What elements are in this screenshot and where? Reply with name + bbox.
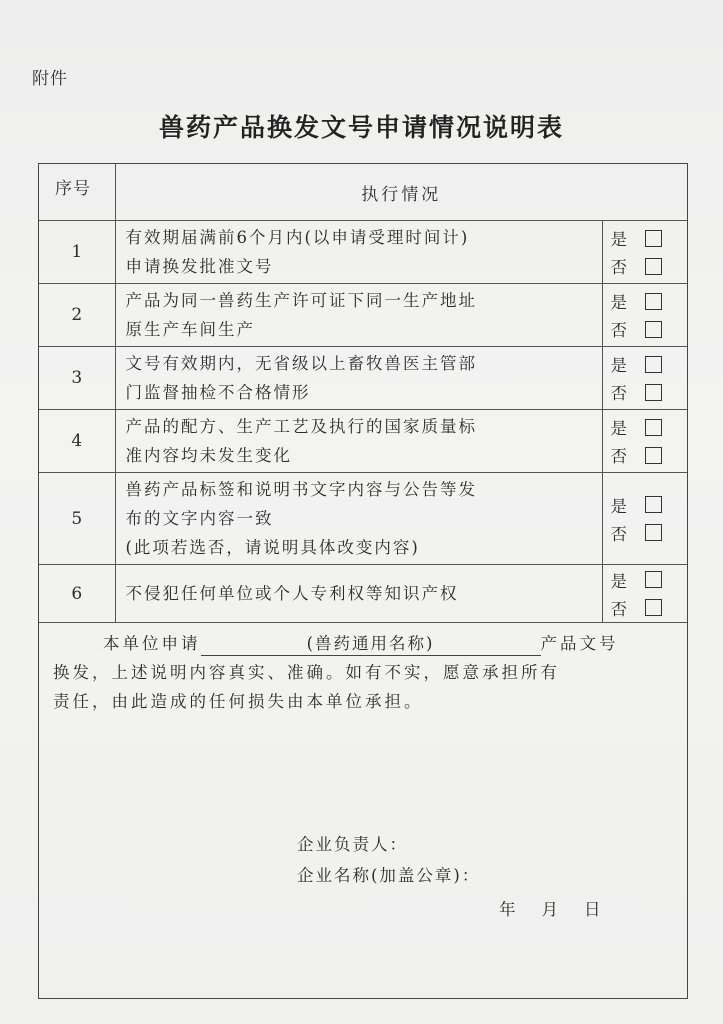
statement-suffix: 产品文号 xyxy=(540,634,619,653)
yes-label: 是 xyxy=(610,496,627,516)
yes-checkbox[interactable] xyxy=(645,571,662,588)
date-month: 月 xyxy=(541,900,560,919)
yes-label: 是 xyxy=(610,571,627,591)
row-text-line: 文号有效期内，无省级以上畜牧兽医主管部 xyxy=(125,354,477,373)
declaration-statement xyxy=(39,623,687,716)
no-checkbox[interactable] xyxy=(645,524,662,541)
yes-checkbox[interactable] xyxy=(645,419,662,436)
row-text-line: 原生产车间生产 xyxy=(125,320,255,339)
no-label: 否 xyxy=(610,599,627,619)
application-form xyxy=(38,163,688,999)
checklist-table xyxy=(39,164,687,623)
table-row xyxy=(39,284,687,347)
yes-checkbox[interactable] xyxy=(645,293,662,310)
date-year: 年 xyxy=(499,900,518,919)
no-label: 否 xyxy=(610,384,627,403)
yes-label: 是 xyxy=(610,230,627,249)
no-label: 否 xyxy=(610,447,627,466)
yes-checkbox[interactable] xyxy=(645,356,662,373)
header-no: 序号 xyxy=(39,164,115,221)
row-text-line: 产品的配方、生产工艺及执行的国家质量标 xyxy=(125,417,477,436)
statement-prefix: 本单位申请 xyxy=(103,634,201,653)
statement-line-2: 换发，上述说明内容真实、准确。如有不实，愿意承担所有 xyxy=(53,663,560,682)
no-label: 否 xyxy=(610,258,627,277)
responsible-person-field[interactable]: 企业负责人： xyxy=(297,835,408,854)
row-number: 3 xyxy=(39,347,115,410)
yes-checkbox[interactable] xyxy=(645,230,662,247)
no-checkbox[interactable] xyxy=(645,384,662,401)
row-text-line: 有效期届满前6个月内(以申请受理时间计) xyxy=(125,228,470,247)
header-exec: 执行情况 xyxy=(115,164,687,221)
row-number: 2 xyxy=(39,284,115,347)
row-text-line: (此项若选否，请说明具体改变内容) xyxy=(125,538,420,557)
row-options xyxy=(602,221,687,284)
yes-label: 是 xyxy=(610,356,627,375)
product-name-blank[interactable]: (兽药通用名称) xyxy=(201,633,541,656)
company-name-field[interactable]: 企业名称(加盖公章)： xyxy=(297,866,481,885)
no-label: 否 xyxy=(610,321,627,340)
date-day: 日 xyxy=(584,900,603,919)
row-text-line: 产品为同一兽药生产许可证下同一生产地址 xyxy=(125,291,477,310)
no-checkbox[interactable] xyxy=(645,447,662,464)
row-description xyxy=(115,565,602,623)
no-checkbox[interactable] xyxy=(645,258,662,275)
page-title: 兽药产品换发文号申请情况说明表 xyxy=(158,113,564,142)
row-options xyxy=(602,410,687,473)
table-row xyxy=(39,410,687,473)
no-checkbox[interactable] xyxy=(645,321,662,338)
row-description xyxy=(115,473,602,565)
row-text-line: 准内容均未发生变化 xyxy=(125,446,292,465)
row-options xyxy=(602,347,687,410)
row-text-line: 不侵犯任何单位或个人专利权等知识产权 xyxy=(125,584,459,603)
no-label: 否 xyxy=(610,524,627,544)
signature-block xyxy=(297,829,480,891)
statement-line-1 xyxy=(53,629,673,658)
row-description xyxy=(115,284,602,347)
statement-line-3: 责任，由此造成的任何损失由本单位承担。 xyxy=(53,692,424,711)
date-line xyxy=(499,896,627,920)
row-text-line: 布的文字内容一致 xyxy=(125,509,274,528)
row-description xyxy=(115,410,602,473)
row-text-line: 门监督抽检不合格情形 xyxy=(125,383,311,402)
row-options xyxy=(602,565,687,623)
table-row xyxy=(39,347,687,410)
row-number: 5 xyxy=(39,473,115,565)
table-row xyxy=(39,221,687,284)
table-header-row xyxy=(39,164,687,221)
table-row xyxy=(39,565,687,623)
attachment-label: 附件 xyxy=(32,69,68,89)
table-row xyxy=(39,473,687,565)
row-number: 1 xyxy=(39,221,115,284)
row-number: 6 xyxy=(39,565,115,623)
row-options xyxy=(602,473,687,565)
row-number: 4 xyxy=(39,410,115,473)
row-description xyxy=(115,221,602,284)
row-text-line: 兽药产品标签和说明书文字内容与公告等发 xyxy=(125,480,477,499)
yes-label: 是 xyxy=(610,419,627,438)
row-text-line: 申请换发批准文号 xyxy=(125,257,274,276)
no-checkbox[interactable] xyxy=(645,599,662,616)
yes-checkbox[interactable] xyxy=(645,496,662,513)
row-options xyxy=(602,284,687,347)
yes-label: 是 xyxy=(610,293,627,312)
row-description xyxy=(115,347,602,410)
